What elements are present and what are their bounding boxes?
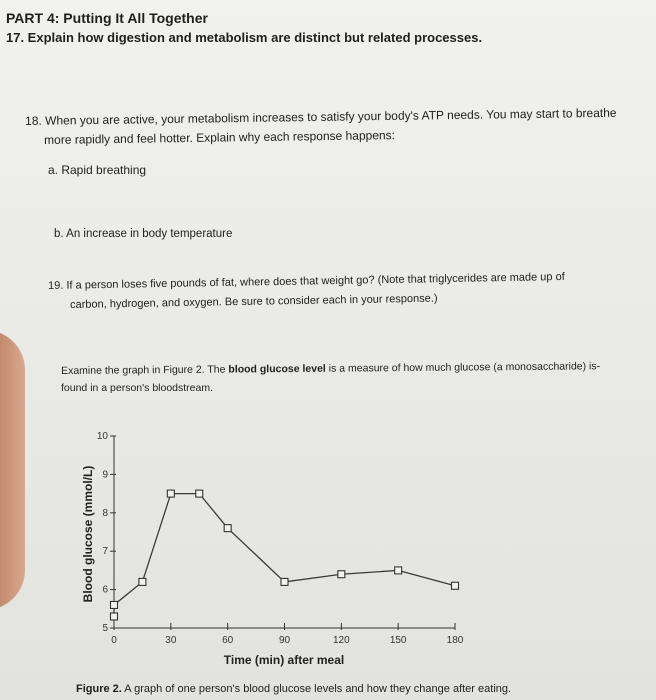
- x-tick-label: 60: [222, 635, 234, 646]
- x-tick-label: 150: [389, 635, 407, 646]
- part-heading: PART 4: Putting It All Together: [6, 10, 208, 26]
- data-point-marker: [139, 578, 146, 585]
- examine-prefix: Examine the graph in Figure 2. The: [61, 363, 229, 377]
- question-18b: b. An increase in body temperature: [54, 228, 233, 240]
- y-axis-title: Blood glucose (mmol/L): [81, 465, 95, 603]
- data-point-marker: [281, 578, 288, 585]
- examine-suffix: is a measure of how much glucose (a monosaccharide) is-: [325, 360, 601, 375]
- caption-figure-label: Figure 2.: [76, 683, 122, 695]
- question-19-line1: 19. If a person loses five pounds of fat, where does that weight go? (Note that triglycerides are made up of: [48, 270, 565, 292]
- y-tick-label: 8: [102, 507, 108, 519]
- caption-text: A graph of one person's blood glucose levels and how they change after eating.: [121, 683, 512, 695]
- question-18-line2: more rapidly and feel hotter. Explain why each response happens:: [44, 128, 396, 147]
- chart-ticks: [97, 431, 464, 646]
- data-point-marker: [338, 571, 345, 578]
- y-tick-label: 10: [96, 431, 108, 442]
- question-19-line2: carbon, hydrogen, and oxygen. Be sure to consider each in your response.): [70, 292, 438, 311]
- x-tick-label: 90: [278, 635, 291, 646]
- data-point-marker: [452, 582, 459, 589]
- question-17: 17. Explain how digestion and metabolism are distinct but related processes.: [6, 30, 483, 45]
- data-point-marker: [111, 601, 118, 608]
- y-tick-label: 9: [102, 469, 108, 481]
- x-tick-label: 120: [332, 635, 350, 646]
- data-point-marker: [224, 525, 231, 532]
- chart-axes: [114, 436, 455, 628]
- question-18a: a. Rapid breathing: [48, 163, 147, 177]
- data-point-marker: [196, 490, 203, 497]
- data-point-marker: [395, 567, 402, 574]
- y-tick-label: 5: [102, 623, 108, 634]
- x-axis-title: Time (min) after meal: [223, 653, 345, 667]
- chart-series: [111, 490, 459, 620]
- x-tick-label: 0: [111, 635, 117, 646]
- data-point-marker: [111, 613, 118, 620]
- glucose-series-line: [114, 494, 455, 617]
- figure-caption: [76, 683, 511, 695]
- question-18-line1: 18. When you are active, your metabolism increases to satisfy your body's ATP needs. You may start to breathe: [25, 105, 617, 128]
- data-point-marker: [167, 490, 174, 497]
- y-tick-label: 6: [102, 584, 108, 596]
- examine-intro-line2: found in a person's bloodstream.: [61, 382, 214, 394]
- x-tick-label: 30: [165, 635, 177, 646]
- y-tick-label: 7: [102, 546, 108, 558]
- examine-bold-term: blood glucose level: [228, 362, 326, 376]
- x-tick-label: 180: [446, 635, 464, 646]
